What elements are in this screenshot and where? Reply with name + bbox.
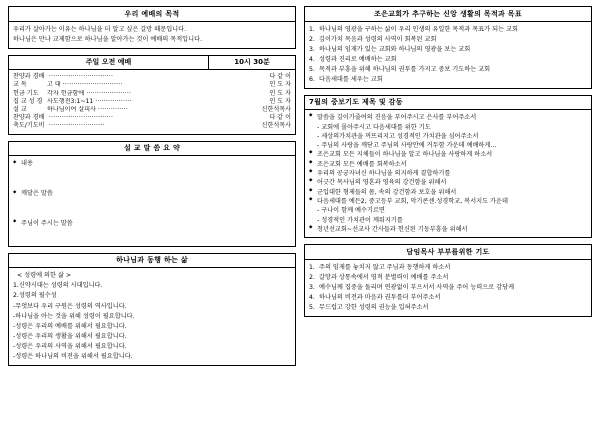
order-person: 다 같 이 [269, 73, 291, 81]
worship-order-time: 10시 30분 [234, 58, 270, 67]
worship-order-panel [8, 55, 296, 135]
pastor-prayer-list [309, 263, 587, 313]
list-item: - 주님의 사랑을 깨닫고 주님의 사랑안에 거두함 가운데 예배하게... [317, 142, 497, 150]
prayer-topics-list [309, 113, 587, 234]
order-label: 찬양과 경배 [13, 114, 45, 122]
sermon-item: ◆ 내용 [13, 159, 291, 169]
list-item: ◆ 군입대한 형제들의 몸, 속의 강건함과 보호을 위해서 [309, 188, 587, 197]
list-item: ◆ 청년선교회~선교사 간사들과 헌신된 기둥부흥을 위해서 [309, 225, 587, 234]
list-item: 2. 갈망과 상통속에서 영적 분별력이 예배를 주소서 [309, 273, 449, 281]
list-item: 5. 무드럽고 강한 성령의 권능을 입혀주소서 [309, 303, 429, 311]
worship-order-body [8, 70, 296, 135]
order-row [13, 73, 291, 81]
order-label: 교 독 [13, 81, 27, 89]
sermon-item: ◆ 주님이 주시는 말씀 [13, 219, 291, 229]
walking-with-god-panel [8, 253, 296, 366]
life-line: -성령은 우리의 사역을 위해서 필요합니다. [13, 342, 127, 350]
church-goal-title: 조은교회가 추구하는 신앙 생활의 목적과 목표 [304, 6, 592, 22]
order-person: 다 같 이 [269, 114, 291, 122]
walking-with-god-body [8, 268, 296, 365]
list-item: 5. 목적과 부흥을 위해 하나님의 권투를 가지고 중보 기도하는 교회 [309, 65, 491, 73]
prayer-topics-title: 7월의 중보기도 제목 및 감동 [304, 95, 592, 111]
pastor-prayer-body [304, 260, 592, 317]
order-mid: ·························· [49, 122, 105, 130]
list-item: 2. 깊이가치 목음과 성령의 사역이 회복된 교회 [309, 35, 437, 43]
order-mid: ······························ [49, 114, 114, 122]
worship-purpose-line-1: 우리가 살아가는 이유는 하나님을 더 알고 싶은 갈망 때문입니다. [13, 25, 187, 33]
life-line: -성령은 우리의 예배를 위해서 필요합니다. [13, 322, 127, 330]
order-row [13, 106, 291, 114]
prayer-topics-panel [304, 95, 592, 238]
order-row [13, 90, 291, 98]
list-item: 3. 예수님께 집중을 돌리며 연광없이 부으서서 사역을 주어 능력으로 감당케 [309, 283, 515, 291]
walking-with-god-subtitle: < 성령에 의한 삶 > [17, 272, 72, 280]
order-label: 집 교 성 경 [13, 97, 43, 105]
order-mid: 각자 헌금함에 ····················· [47, 89, 132, 97]
order-mid: 사도행전3:1~11 ················· [47, 97, 132, 105]
left-column [8, 6, 296, 418]
list-item: 4. 하나님의 비전과 마음과 권투를더 부어주소서 [309, 293, 441, 301]
order-row [13, 81, 291, 89]
list-item: ◆ 조은교회 모든 예배를 회복하소서 [309, 160, 587, 169]
list-item: - 구나이 함께 예수기르면 [317, 207, 385, 215]
worship-purpose-title: 우리 예배의 목적 [8, 6, 296, 22]
right-column [304, 6, 592, 418]
life-line: -무엇보다 우리 구원은 성령의 역사입니다. [13, 302, 127, 310]
list-item: ◆ 우리의 공궁자녀신 하나님을 의지하게 곁합하기를 [309, 169, 587, 178]
pastor-prayer-panel [304, 244, 592, 317]
walking-with-god-title: 하나님과 동행 하는 삶 [8, 253, 296, 269]
list-item: ◆ 어긋간 목사님의 영혼과 영육의 강건함을 위해서 [309, 178, 587, 187]
prayer-topics-body [304, 110, 592, 238]
order-row [13, 98, 291, 106]
order-row [13, 122, 291, 130]
worship-order-title: 주일 오전 예배 [9, 56, 209, 70]
worship-purpose-body [8, 22, 296, 49]
sermon-summary-body [8, 156, 296, 247]
order-label: 헌금 기도 [13, 89, 39, 97]
order-person: 신한석목사 [261, 122, 291, 130]
list-item: ◆ 말씀을 깊이가줄여의 진음을 부어주시고 은사를 부어주소서 [309, 113, 587, 122]
order-label: 찬양과 경배 [13, 73, 45, 81]
list-item: 1. 주의 임재를 놓치지 않고 주님과 동행하게 하소서 [309, 263, 451, 271]
worship-purpose-panel [8, 6, 296, 49]
list-item: - 세상의가치관을 꺼뜨리지고 성경적인 가치관을 심어주소서 [317, 132, 479, 140]
order-label: 축도/기도비 [13, 122, 45, 130]
life-line: -하나님을 아는 것을 위해 성령이 필요합니다. [13, 312, 135, 320]
order-person: 인 도 자 [269, 81, 291, 89]
order-person: 인 도 자 [269, 97, 291, 105]
worship-order-title-row [8, 55, 296, 71]
order-mid: 하나님이여 살피사 ·············· [47, 105, 128, 113]
sermon-item: ◆ 깨달은 말씀 [13, 189, 291, 199]
life-line: -성령은 하나님의 비전을 위해서 필요합니다. [13, 352, 133, 360]
list-item: 6. 다음세대를 세우는 교회 [309, 75, 383, 83]
sermon-summary-panel [8, 141, 296, 247]
church-goal-list [309, 25, 587, 85]
sermon-summary-title: 설 교 말 씀 요 약 [8, 141, 296, 157]
pastor-prayer-title: 담임목사 부부를위한 기도 [304, 244, 592, 260]
list-item: 1. 하나님의 영광을 구하는 삶이 우리 인생의 유일한 목적과 목표가 되는 교회 [309, 25, 518, 33]
order-person: 인 도 자 [269, 89, 291, 97]
list-item: - 성경적인 가치관이 깨워지기를 [317, 216, 403, 224]
list-item: ◆ 다음세대를 예든2, 중고등부 교회, 악기콘센.성경학교, 복서지도 가운데 [309, 197, 587, 206]
church-goal-panel [304, 6, 592, 89]
list-item: 3. 하나님의 임재가 있는 교회와 하나님의 영광을 보는 교회 [309, 45, 471, 53]
life-line: -성령은 우리의 생활을 위해서 필요합니다. [13, 332, 127, 340]
order-person: 신한석목사 [261, 105, 291, 113]
order-label: 설 교 [13, 105, 27, 113]
order-mid: ······························ [49, 73, 114, 81]
list-item: ◆ 조은교회 모든 지체들이 하나님을 알고 하나님을 사랑하게 하소서 [309, 150, 587, 159]
worship-purpose-line-2: 하나님은 만나 교제함으로 하나님을 알아가는 것이 예배의 목적입니다. [13, 35, 203, 43]
life-line: 1.신약시대는 성령의 시대입니다. [13, 282, 103, 290]
list-item: - 교회에 몰아주시고 다음세대를 위한 기도 [317, 123, 431, 131]
life-line: 2.성령의 필수성 [13, 292, 57, 300]
order-mid: 고 대 ···························· [47, 81, 123, 89]
church-goal-body [304, 22, 592, 89]
order-row [13, 114, 291, 122]
list-item: 4. 성령과 진리로 예배하는 교회 [309, 55, 397, 63]
